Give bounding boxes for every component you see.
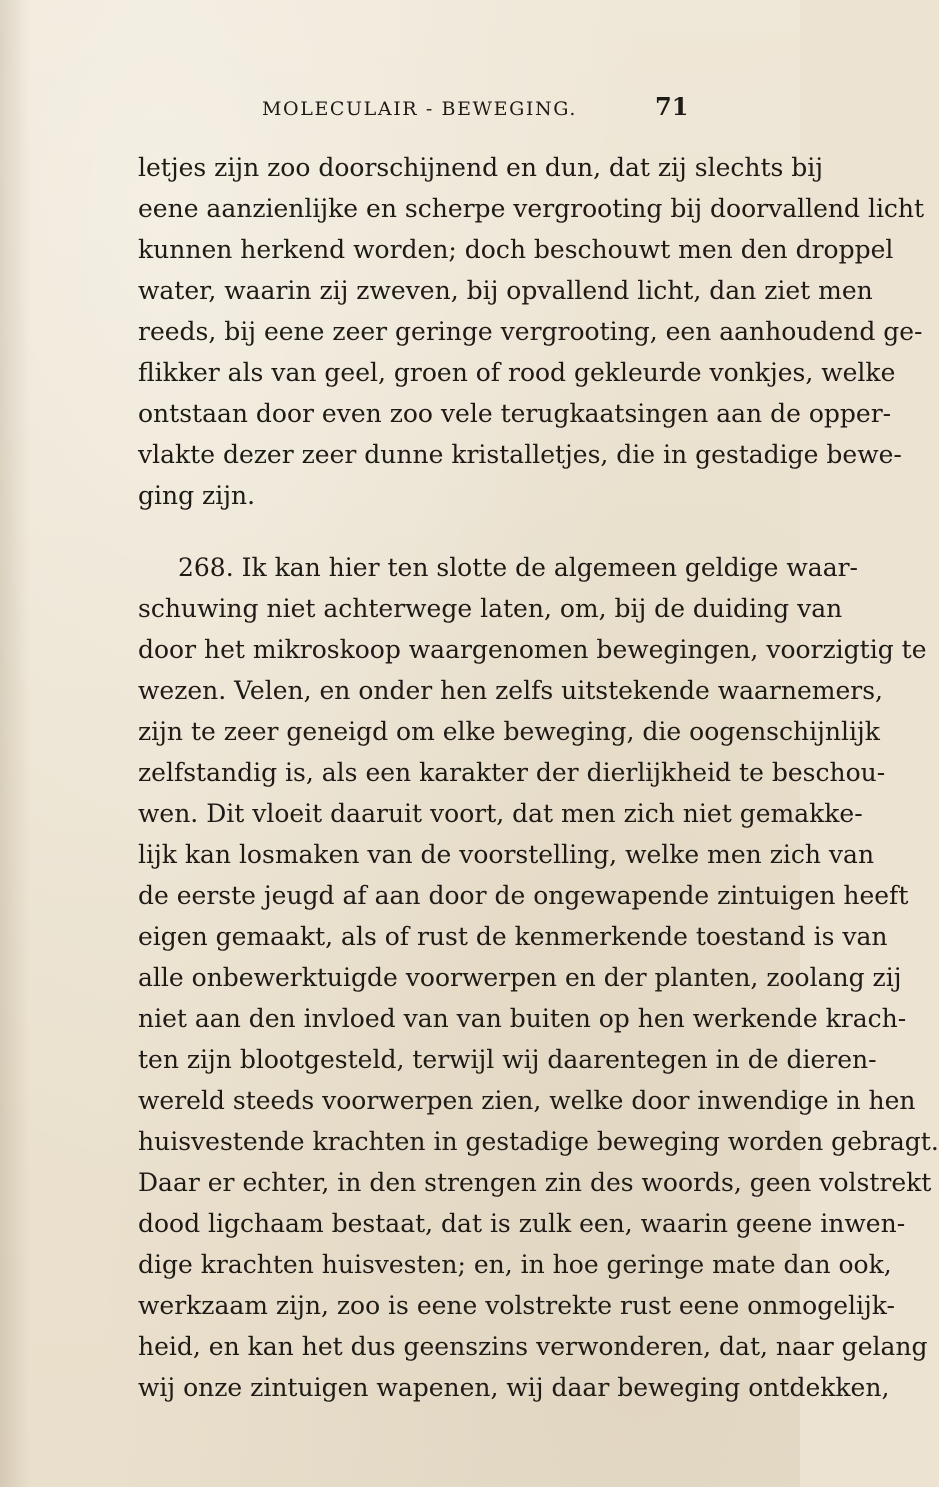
running-header bbox=[0, 92, 800, 132]
text-line: ten zijn blootgesteld, terwijl wij daarentegen in de dieren- bbox=[138, 1045, 877, 1074]
running-title: MOLECULAIR - BEWEGING. bbox=[262, 98, 577, 120]
text-line: eene aanzienlijke en scherpe vergrooting bij doorvallend licht bbox=[138, 194, 925, 223]
text-line: eigen gemaakt, als of rust de kenmerkende toestand is van bbox=[138, 922, 888, 951]
text-line: door het mikroskoop waargenomen bewegingen, voorzigtig te bbox=[138, 635, 927, 664]
text-line: ging zijn. bbox=[138, 481, 256, 510]
text-line: de eerste jeugd af aan door de ongewapende zintuigen heeft bbox=[138, 881, 909, 910]
text-line: ontstaan door even zoo vele terugkaatsingen aan de opper- bbox=[138, 399, 892, 428]
text-line: wereld steeds voorwerpen zien, welke door inwendige in hen bbox=[138, 1086, 916, 1115]
text-line: wezen. Velen, en onder hen zelfs uitstekende waarnemers, bbox=[138, 676, 884, 705]
text-line: dood ligchaam bestaat, dat is zulk een, waarin geene inwen- bbox=[138, 1209, 906, 1238]
text-line: huisvestende krachten in gestadige beweging worden gebragt. bbox=[138, 1127, 939, 1156]
text-line: dige krachten huisvesten; en, in hoe geringe mate dan ook, bbox=[138, 1250, 892, 1279]
text-line: lijk kan losmaken van de voorstelling, welke men zich van bbox=[138, 840, 875, 869]
text-line: zijn te zeer geneigd om elke beweging, die oogenschijnlijk bbox=[138, 717, 880, 746]
text-line: reeds, bij eene zeer geringe vergrooting, een aanhoudend ge- bbox=[138, 317, 923, 346]
paragraph-start-line: 268. Ik kan hier ten slotte de algemeen geldige waar- bbox=[178, 553, 859, 582]
text-line: kunnen herkend worden; doch beschouwt men den droppel bbox=[138, 235, 894, 264]
text-line: werkzaam zijn, zoo is eene volstrekte rust eene onmogelijk- bbox=[138, 1291, 895, 1320]
text-line: water, waarin zij zweven, bij opvallend licht, dan ziet men bbox=[138, 276, 873, 305]
text-line: zelfstandig is, als een karakter der dierlijkheid te beschou- bbox=[138, 758, 886, 787]
text-line: niet aan den invloed van van buiten op hen werkende krach- bbox=[138, 1004, 907, 1033]
text-line: alle onbewerktuigde voorwerpen en der planten, zoolang zij bbox=[138, 963, 902, 992]
text-line: vlakte dezer zeer dunne kristalletjes, die in gestadige bewe- bbox=[138, 440, 902, 469]
text-line: schuwing niet achterwege laten, om, bij de duiding van bbox=[138, 594, 843, 623]
text-line: heid, en kan het dus geenszins verwonderen, dat, naar gelang bbox=[138, 1332, 928, 1361]
text-line: wij onze zintuigen wapenen, wij daar beweging ontdekken, bbox=[138, 1373, 890, 1402]
text-line: Daar er echter, in den strengen zin des woords, geen volstrekt bbox=[138, 1168, 932, 1197]
page-number: 71 bbox=[655, 92, 689, 121]
text-line: wen. Dit vloeit daaruit voort, dat men zich niet gemakke- bbox=[138, 799, 863, 828]
text-line: letjes zijn zoo doorschijnend en dun, dat zij slechts bij bbox=[138, 153, 824, 182]
text-line: flikker als van geel, groen of rood gekleurde vonkjes, welke bbox=[138, 358, 896, 387]
